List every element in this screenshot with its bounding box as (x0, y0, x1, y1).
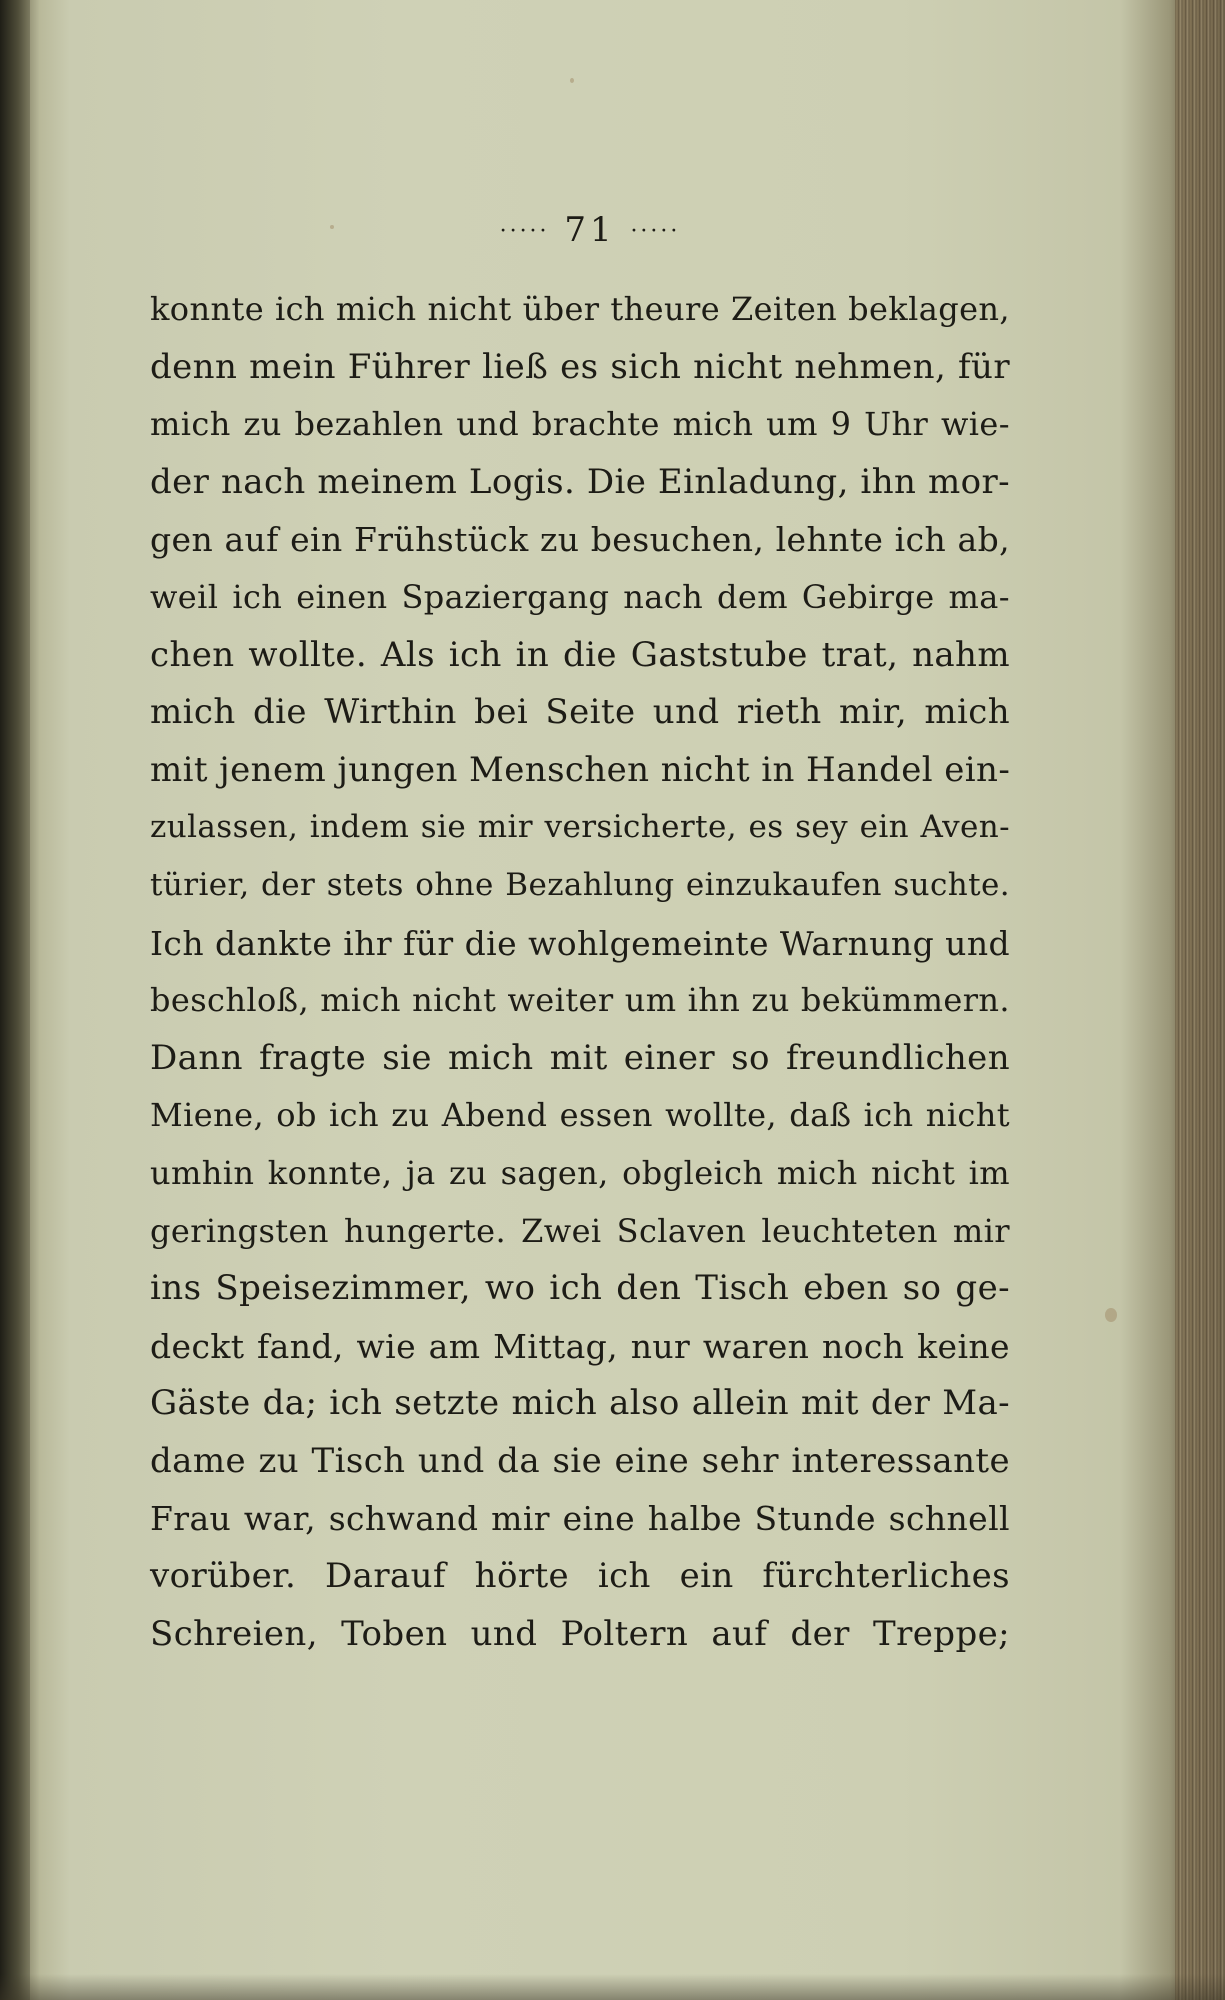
text-line: dame zu Tisch und da sie eine sehr interessante (150, 1440, 1010, 1481)
page-number-dots-left: ····· (499, 219, 550, 244)
text-line: türier, der stets ohne Bezahlung einzukaufen suchte. (150, 866, 1010, 903)
text-line: denn mein Führer ließ es sich nicht nehmen, für (150, 346, 1010, 387)
text-line: deckt fand, wie am Mittag, nur waren noch keine (150, 1326, 1010, 1366)
page-text-block (150, 205, 1010, 1663)
text-line: der nach meinem Logis. Die Einladung, ihn mor- (150, 461, 1010, 502)
page-number-dots-right: ····· (630, 219, 681, 244)
text-line: mit jenem jungen Menschen nicht in Handel ein- (150, 749, 1011, 790)
text-line: gen auf ein Frühstück zu besuchen, lehnte ich ab, (150, 520, 1010, 560)
bottom-shadow (0, 1974, 1225, 2000)
page-number-value: 71 (564, 210, 616, 250)
page-edges (1175, 0, 1225, 2000)
text-line: Frau war, schwand mir eine halbe Stunde schnell (150, 1499, 1010, 1539)
text-line: ins Speisezimmer, wo ich den Tisch eben so ge- (150, 1268, 1010, 1309)
text-line: mich die Wirthin bei Seite und rieth mir, mich (150, 692, 1010, 733)
text-line: weil ich einen Spaziergang nach dem Gebirge ma- (150, 577, 1010, 616)
text-line: zulassen, indem sie mir versicherte, es sey ein Aven- (150, 809, 1010, 846)
text-line: Schreien, Toben und Poltern auf der Treppe; (150, 1613, 1010, 1654)
text-line: Miene, ob ich zu Abend essen wollte, daß ich nicht (150, 1096, 1010, 1135)
text-line: mich zu bezahlen und brachte mich um 9 Uhr wie- (150, 405, 1010, 444)
text-line: beschloß, mich nicht weiter um ihn zu bekümmern. (150, 981, 1010, 1020)
text-line: chen wollte. Als ich in die Gaststube trat, nahm (150, 634, 1010, 675)
paper-speck (570, 78, 574, 83)
paper-speck (1105, 1308, 1117, 1322)
text-line: vorüber. Darauf hörte ich ein fürchterliches (150, 1556, 1010, 1597)
text-line: geringsten hungerte. Zwei Sclaven leuchteten mir (150, 1211, 1010, 1250)
text-line: Ich dankte ihr für die wohlgemeinte Warnung und (150, 923, 1010, 963)
text-line: umhin konnte, ja zu sagen, obgleich mich nicht im (150, 1153, 1010, 1192)
text-line: konnte ich mich nicht über theure Zeiten beklagen, (150, 290, 1010, 328)
book-gutter (0, 0, 30, 2000)
text-line: Dann fragte sie mich mit einer so freundlichen (150, 1037, 1010, 1078)
text-line: Gäste da; ich setzte mich also allein mit der Ma- (150, 1383, 1010, 1424)
page-number (150, 205, 1010, 257)
body-text (150, 281, 1010, 1663)
